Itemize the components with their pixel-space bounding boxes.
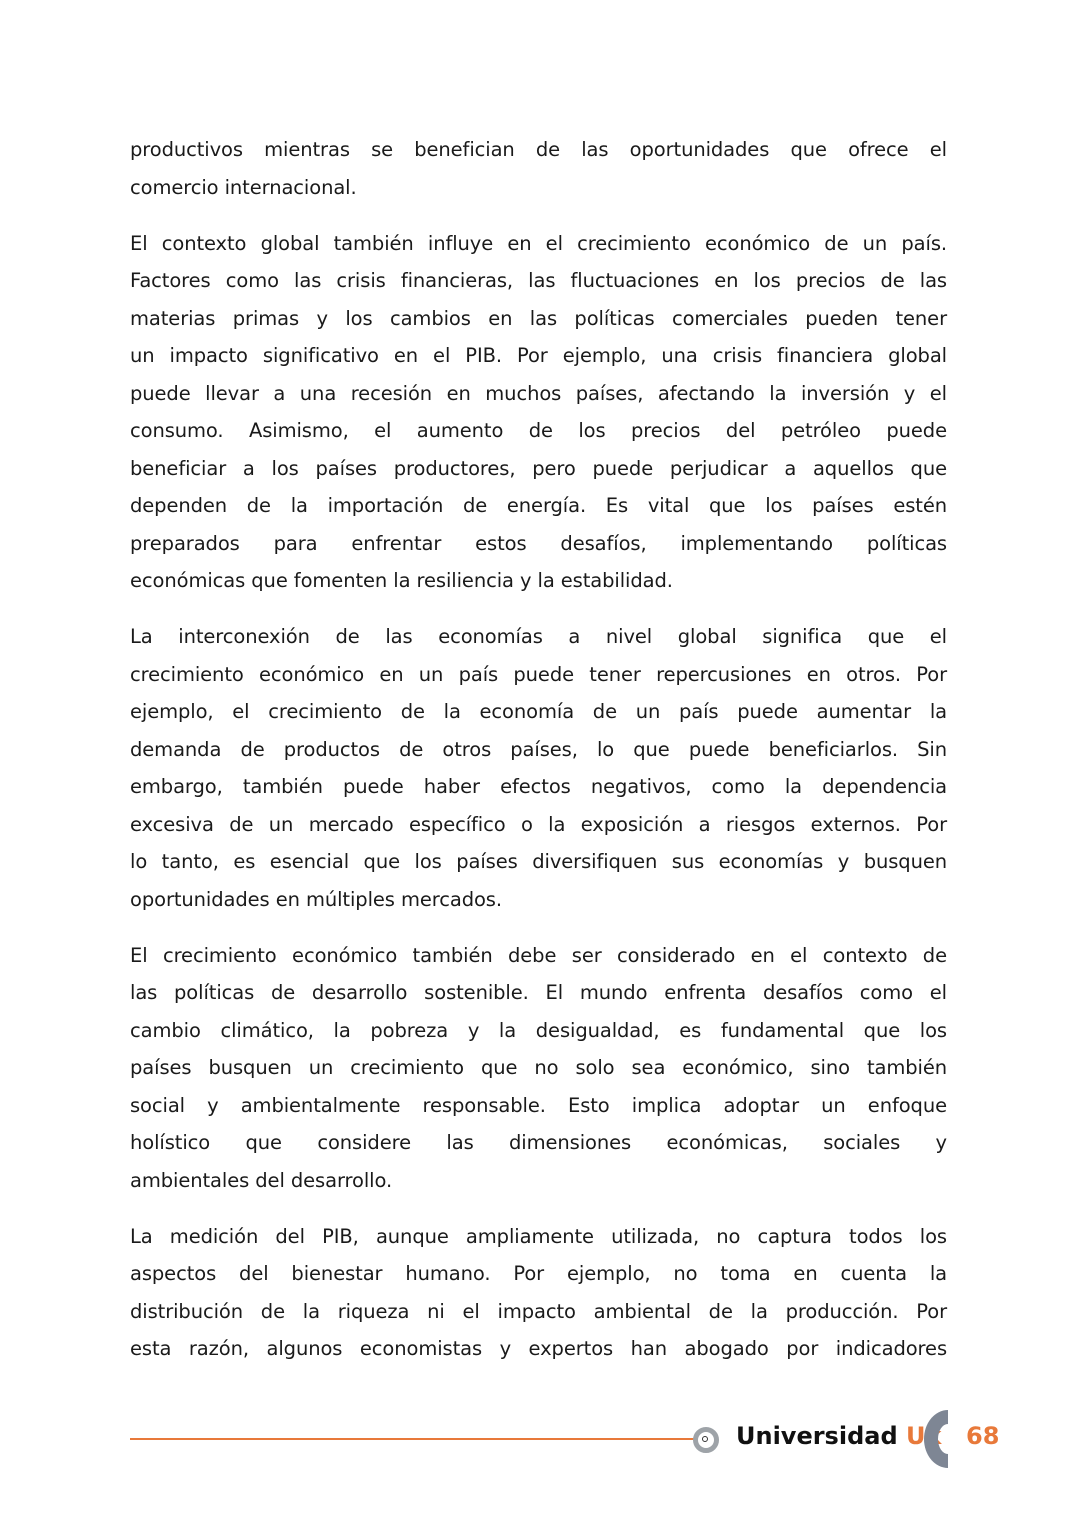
paragraph	[130, 225, 947, 600]
text-line: holístico que considere las dimensiones económicas, sociales y	[130, 1131, 947, 1154]
text-line: El contexto global también influye en el crecimiento económico de un país.	[130, 231, 947, 255]
text-line: La interconexión de las economías a nivel global significa que el	[130, 625, 947, 648]
brand-suffix: Uk	[905, 1422, 942, 1450]
footer-rule	[130, 1438, 695, 1440]
document-body	[130, 131, 947, 1386]
text-line: La medición del PIB, aunque ampliamente utilizada, no captura todos los	[130, 1224, 947, 1248]
text-line: ambientales del desarrollo.	[130, 1168, 393, 1192]
text-line: productivos mientras se benefician de las oportunidades que ofrece el	[130, 138, 947, 161]
text-line: distribución de la riqueza ni el impacto ambiental de la producción. Por	[130, 1299, 947, 1323]
arc-decoration-icon	[924, 1410, 972, 1468]
brand-name: Universidad	[736, 1422, 898, 1450]
text-line: países busquen un crecimiento que no solo sea económico, sino también	[130, 1056, 947, 1079]
text-line: oportunidades en múltiples mercados.	[130, 887, 502, 911]
text-line: social y ambientalmente responsable. Esto implica adoptar un enfoque	[130, 1093, 947, 1117]
text-line: Factores como las crisis financieras, las fluctuaciones en los precios de las	[130, 269, 947, 292]
text-line: cambio climático, la pobreza y la desigualdad, es fundamental que los	[130, 1018, 947, 1042]
paragraph	[130, 131, 947, 206]
text-line: un impacto significativo en el PIB. Por ejemplo, una crisis financiera global	[130, 344, 947, 367]
text-line: ejemplo, el crecimiento de la economía de un país puede aumentar la	[130, 700, 947, 723]
paragraph	[130, 937, 947, 1200]
text-line: preparados para enfrentar estos desafíos, implementando políticas	[130, 531, 947, 555]
paragraph	[130, 618, 947, 918]
text-line: esta razón, algunos economistas y expertos han abogado por indicadores	[130, 1337, 947, 1360]
text-line: dependen de la importación de energía. Es vital que los países estén	[130, 494, 947, 517]
text-line: El crecimiento económico también debe ser considerado en el contexto de	[130, 943, 947, 967]
text-line: beneficiar a los países productores, pero puede perjudicar a aquellos que	[130, 456, 947, 480]
text-line: consumo. Asimismo, el aumento de los precios del petróleo puede	[130, 419, 947, 442]
circle-bullet-icon	[693, 1427, 719, 1453]
text-line: lo tanto, es esencial que los países diversifiquen sus economías y busquen	[130, 850, 947, 873]
text-line: económicas que fomenten la resiliencia y la estabilidad.	[130, 569, 673, 592]
text-line: puede llevar a una recesión en muchos países, afectando la inversión y el	[130, 381, 947, 405]
text-line: comercio internacional.	[130, 175, 357, 199]
page-footer	[0, 1400, 1080, 1480]
text-line: aspectos del bienestar humano. Por ejemplo, no toma en cuenta la	[130, 1262, 947, 1285]
text-line: materias primas y los cambios en las políticas comerciales pueden tener	[130, 306, 947, 330]
text-line: las políticas de desarrollo sostenible. El mundo enfrenta desafíos como el	[130, 981, 947, 1004]
paragraph	[130, 1218, 947, 1368]
text-line: excesiva de un mercado específico o la exposición a riesgos externos. Por	[130, 812, 947, 836]
brand-logo	[736, 1422, 941, 1450]
text-line: crecimiento económico en un país puede tener repercusiones en otros. Por	[130, 662, 947, 686]
page-number: 68	[966, 1422, 1000, 1450]
text-line: embargo, también puede haber efectos negativos, como la dependencia	[130, 775, 947, 798]
text-line: demanda de productos de otros países, lo que puede beneficiarlos. Sin	[130, 737, 947, 761]
